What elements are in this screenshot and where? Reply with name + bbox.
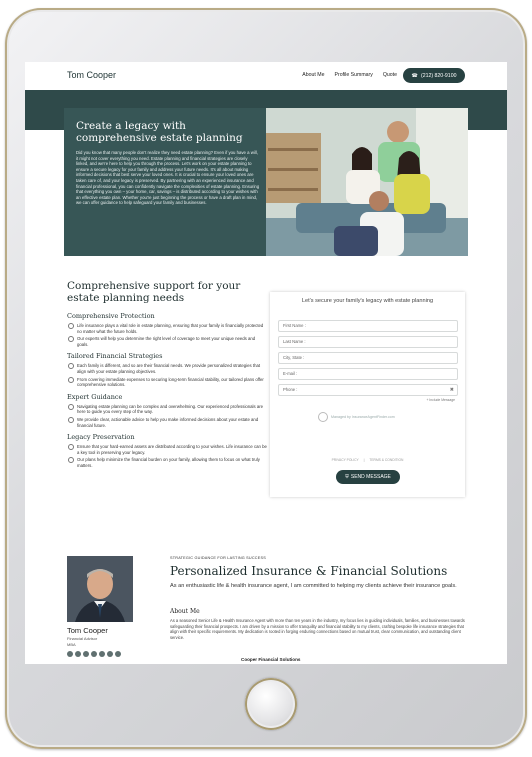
email-field[interactable]: E-mail : — [278, 368, 458, 380]
advisor-photo — [67, 556, 133, 622]
list-item: Navigating estate planning can be complex and overwhelming. Our experienced professionals are here to guide you every step of the way. — [67, 404, 267, 415]
managed-by — [318, 412, 395, 422]
form-links — [270, 458, 465, 462]
main-nav — [302, 72, 397, 78]
support-title: Comprehensive support for your estate planning needs — [67, 280, 241, 304]
send-message-label: SEND MESSAGE — [350, 474, 391, 480]
list-item: We provide clear, actionable advice to help you make informed decisions about your estate and financial future. — [67, 417, 267, 428]
form-title: Let's secure your family's legacy with estate planning — [301, 298, 434, 304]
social-links — [67, 651, 121, 657]
hero-text-panel — [64, 108, 266, 256]
profile-bio: As a seasoned Senior Life & Health Insurance Agent with more than ten years in the industry, my focus lies in guiding individuals, families, and businesses towards safeguarding their financial prospects. I am driven by a mission to offer tranquility and financial stability to my clients, crafting bespoke life insurance strategies that align with their specific requirements. My dedication is rooted in forging enduring connections based on mutual trust, clear communication, and outstanding client service. — [170, 618, 465, 640]
profile-headline: Personalized Insurance & Financial Solutions — [170, 564, 448, 578]
check-circle-icon — [68, 444, 74, 450]
check-circle-icon — [68, 404, 74, 410]
share-icon[interactable] — [115, 651, 121, 657]
company-name: Cooper Financial Solutions — [241, 657, 301, 662]
profile-intro: As an enthusiastic life & health insurance agent, I am committed to helping my clients achieve their insurance goals. — [170, 583, 457, 589]
section-heading: Expert Guidance — [67, 392, 123, 401]
youtube-icon[interactable] — [107, 651, 113, 657]
check-circle-icon — [68, 417, 74, 423]
hero-section — [64, 108, 468, 256]
phone-number: (212) 820-9100 — [420, 72, 457, 79]
hero-family-photo — [266, 108, 468, 256]
list-item: Our plans help minimize the financial burden on your family, allowing them to focus on what truly matters. — [67, 457, 267, 468]
instagram-icon[interactable] — [99, 651, 105, 657]
hero-title: Create a legacy with comprehensive estate planning — [76, 120, 243, 144]
site-logo[interactable]: Tom Cooper — [67, 70, 117, 80]
check-circle-icon — [68, 336, 74, 342]
send-message-button[interactable] — [336, 470, 400, 484]
family-photo-illustration — [266, 108, 468, 256]
check-circle-icon — [68, 377, 74, 383]
managed-by-text: Managed by InsuranceAgentFinder.com — [331, 415, 395, 419]
check-circle-icon — [68, 457, 74, 463]
advisor-photo-illustration — [67, 556, 133, 622]
list-item: Life insurance plays a vital role in estate planning, ensuring that your family is financially protected no matter what the future holds. — [67, 323, 267, 334]
link-separator: | — [363, 458, 365, 462]
privacy-policy-link[interactable]: PRIVACY POLICY — [331, 458, 359, 462]
managed-logo-icon — [318, 412, 328, 422]
list-item: Ensure that your hard-earned assets are distributed according to your wishes. Life insurance can be a key tool in preserving your legacy. — [67, 444, 267, 455]
shield-icon: ⛨ — [345, 474, 349, 480]
nav-quote[interactable]: Quote — [382, 72, 397, 78]
phone-field[interactable] — [278, 384, 458, 396]
first-name-field[interactable]: First Name : — [278, 320, 458, 332]
section-heading: Comprehensive Protection — [67, 312, 155, 320]
advisor-credential: MBA — [67, 641, 76, 647]
site-header — [25, 62, 507, 90]
nav-about-me[interactable]: About Me — [302, 72, 325, 78]
nav-profile-summary[interactable]: Profile Summary — [334, 72, 373, 78]
list-item: Our experts will help you determine the right level of coverage to meet your unique needs and goals. — [67, 336, 267, 347]
check-circle-icon — [68, 363, 74, 369]
hero-body: Did you know that many people don't realize they need estate planning? Even if you have a will, it might not cover everything you need. Estate planning and financial strategies are closely linked, and we're here to help you through the process. Let's work on your estate planning to ensure a secure legacy for your family and address your future needs. It's all about making informed decisions that best serve your loved ones. It is crucial to ensure your loved ones are taken care of, and your legacy is preserved. By partnering with an experienced insurance and financial professional, you can confidently navigate the complexities of estate planning. Ensuring that everything you own – your home, car, savings – is distributed according to your wishes with an effective estate plan. Whether you're just beginning the process or have a draft plan in mind, we can offer guidance to help safeguard your family and businesses. — [76, 150, 260, 206]
last-name-field[interactable]: Last Name : — [278, 336, 458, 348]
include-message-link[interactable]: + Include Message — [426, 398, 455, 402]
x-icon[interactable] — [83, 651, 89, 657]
city-state-field[interactable]: City, State : — [278, 352, 458, 364]
terms-link[interactable]: TERMS & CONDITION — [369, 458, 404, 462]
advisor-name: Tom Cooper — [67, 626, 108, 635]
website-icon[interactable] — [67, 651, 73, 657]
screen — [25, 62, 507, 664]
list-item: From covering immediate expenses to securing long-term financial stability, our tailored plans offer comprehensive solutions. — [67, 377, 267, 388]
profile-eyebrow: STRATEGIC GUIDANCE FOR LASTING SUCCESS — [170, 556, 266, 560]
about-title: About Me — [170, 608, 200, 615]
phone-icon: ☎ — [411, 72, 418, 79]
home-button[interactable] — [245, 678, 297, 730]
phone-field-label: Phone : — [283, 387, 298, 392]
advisor-role-block — [67, 636, 97, 647]
clear-icon[interactable]: ✖ — [449, 387, 454, 393]
advisor-role: Financial Advisor — [67, 636, 98, 641]
phone-button[interactable] — [403, 68, 465, 83]
facebook-icon[interactable] — [75, 651, 81, 657]
linkedin-icon[interactable] — [91, 651, 97, 657]
section-heading: Legacy Preservation — [67, 433, 135, 442]
contact-form — [270, 292, 465, 497]
list-item: Each family is different, and so are their financial needs. We provide personalized strategies that align with your estate planning objectives. — [67, 363, 267, 374]
support-column — [67, 280, 267, 469]
check-circle-icon — [68, 323, 74, 329]
section-heading: Tailored Financial Strategies — [67, 352, 163, 361]
